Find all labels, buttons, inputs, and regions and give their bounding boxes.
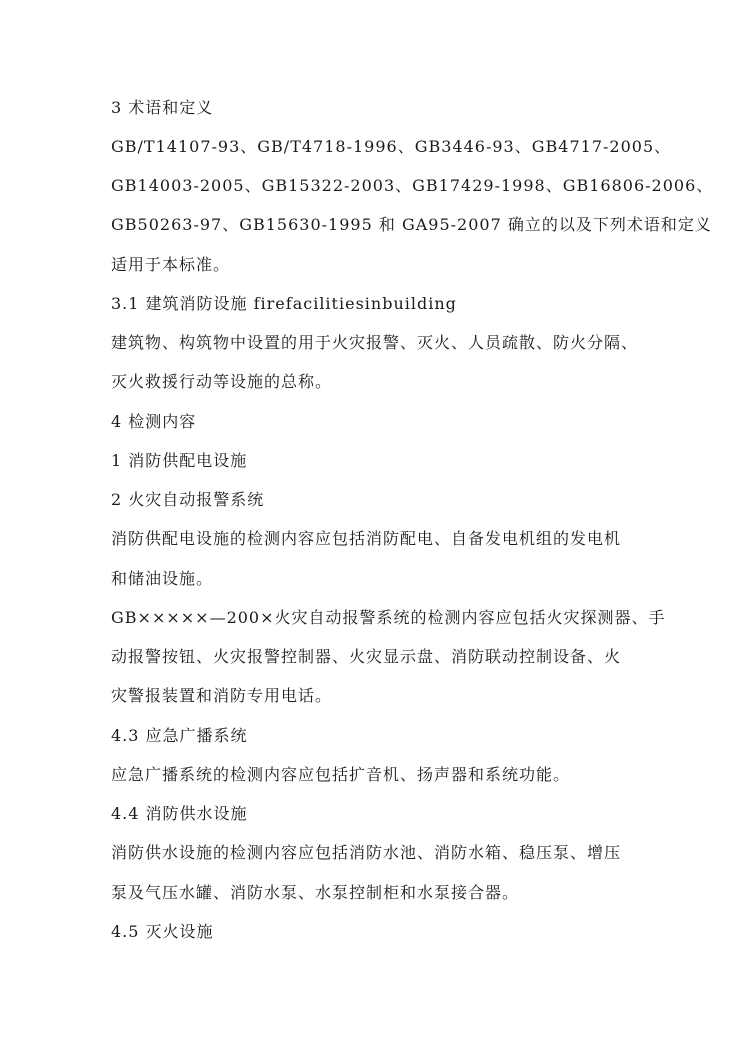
body-text-line: 灾警报装置和消防专用电话。 xyxy=(111,686,333,705)
body-text-line: 消防供水设施的检测内容应包括消防水池、消防水箱、稳压泵、增压 xyxy=(111,843,622,862)
body-text-line: 应急广播系统的检测内容应包括扩音机、扬声器和系统功能。 xyxy=(111,765,571,784)
subsection-heading: 4.5 灭火设施 xyxy=(111,922,214,941)
body-text-line: 泵及气压水罐、消防水泵、水泵控制柜和水泵接合器。 xyxy=(111,883,520,902)
body-text-line: GB50263-97、GB15630-1995 和 GA95-2007 确立的以及下列术语和定义 xyxy=(111,215,712,234)
section-heading-terms: 3 术语和定义 xyxy=(111,98,214,117)
body-text-line: 和储油设施。 xyxy=(111,569,214,588)
list-item: 2 火灾自动报警系统 xyxy=(111,490,265,509)
body-text-line: 建筑物、构筑物中设置的用于火灾报警、灭火、人员疏散、防火分隔、 xyxy=(111,333,639,352)
body-text-line: 消防供配电设施的检测内容应包括消防配电、自备发电机组的发电机 xyxy=(111,529,622,548)
body-text-line: GB×××××—200×火灾自动报警系统的检测内容应包括火灾探测器、手 xyxy=(111,608,666,627)
section-heading-inspection: 4 检测内容 xyxy=(111,412,197,431)
body-text-line: 适用于本标准。 xyxy=(111,255,231,274)
subsection-heading: 3.1 建筑消防设施 firefacilitiesinbuilding xyxy=(111,294,457,313)
body-text-line: 灭火救援行动等设施的总称。 xyxy=(111,372,333,391)
list-item: 1 消防供配电设施 xyxy=(111,451,248,470)
body-text-line: 动报警按钮、火灾报警控制器、火灾显示盘、消防联动控制设备、火 xyxy=(111,647,622,666)
subsection-heading: 4.4 消防供水设施 xyxy=(111,804,248,823)
body-text-line: GB/T14107-93、GB/T4718-1996、GB3446-93、GB4717-2005、 xyxy=(111,137,672,156)
subsection-heading: 4.3 应急广播系统 xyxy=(111,726,248,745)
body-text-line: GB14003-2005、GB15322-2003、GB17429-1998、GB16806-2006、 xyxy=(111,176,714,195)
